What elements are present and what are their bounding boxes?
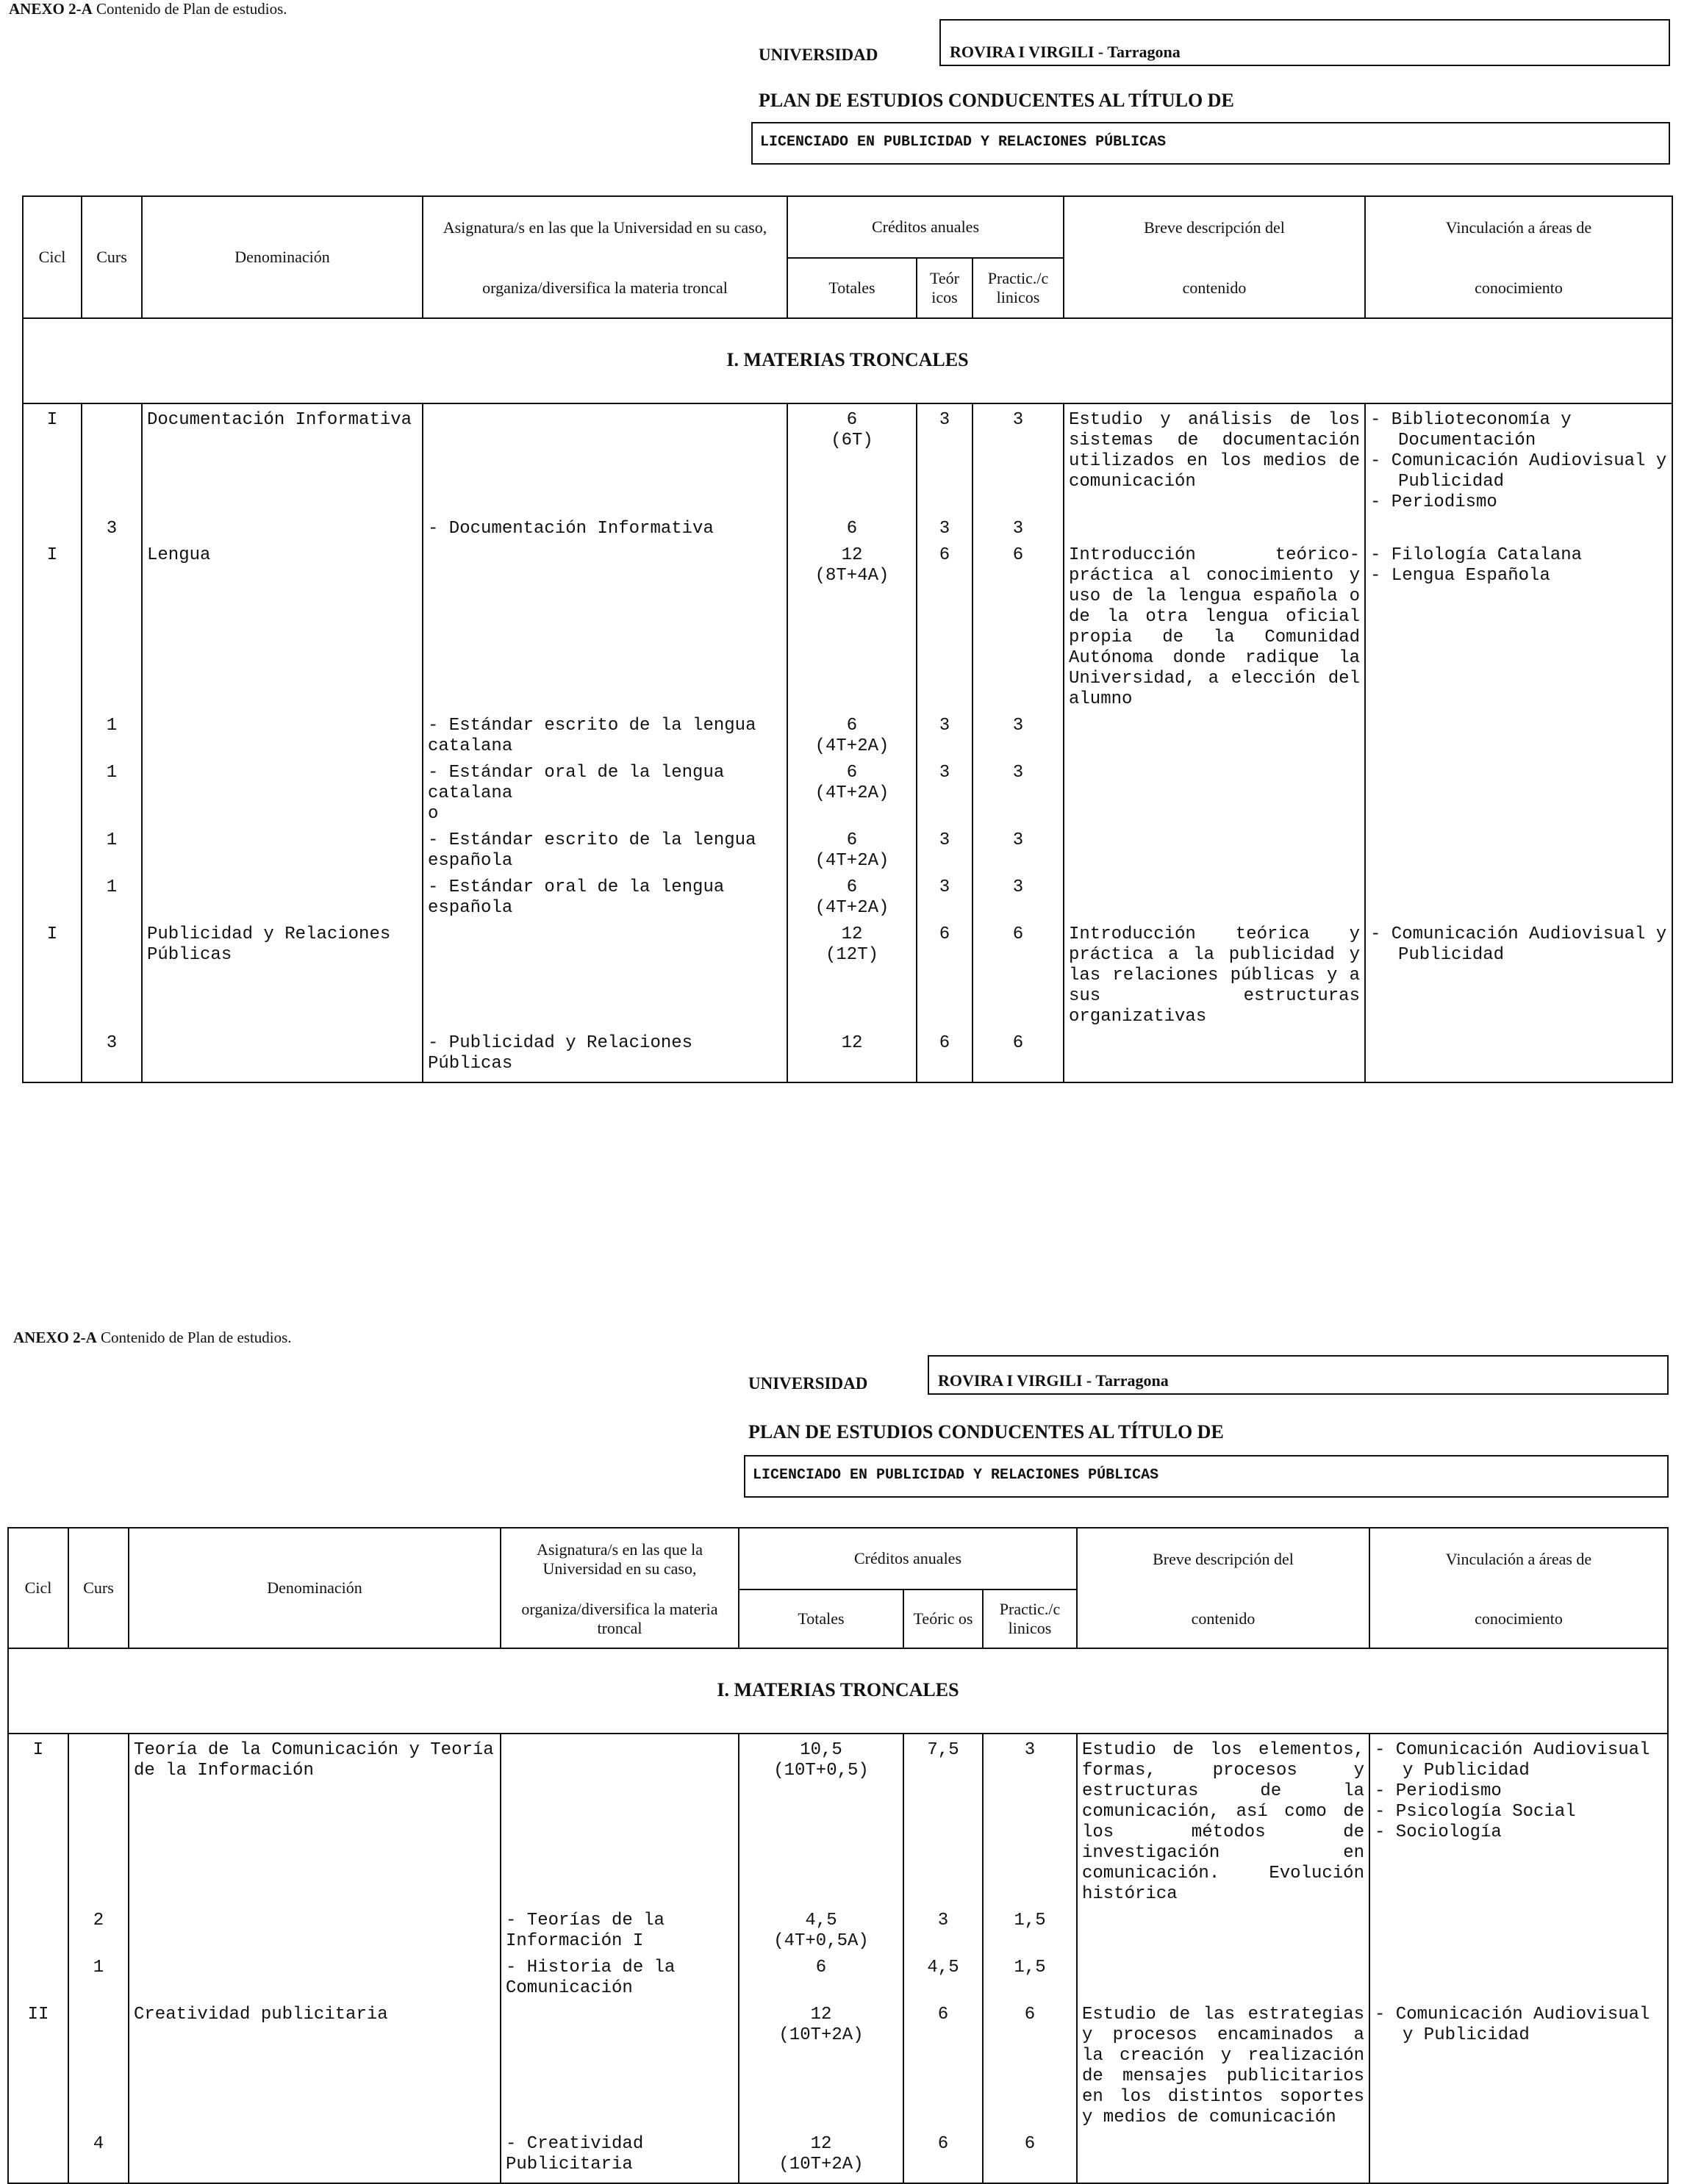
- header-asignaturas: Asignatura/s en las que la Universidad en su caso,: [501, 1528, 739, 1589]
- cell-totales: 6 (4T+2A): [787, 872, 917, 919]
- cell-denominacion: Publicidad y Relaciones Públicas: [142, 919, 423, 1027]
- cell-practicos: 1,5: [983, 1905, 1077, 1952]
- university-name-box: ROVIRA I VIRGILI - Tarragona: [939, 19, 1670, 66]
- cell-cicl: I: [23, 919, 82, 1027]
- cell-totales: 6: [739, 1952, 903, 1999]
- university-label: UNIVERSIDAD: [748, 1374, 868, 1393]
- cell-descripcion: Estudio de los elementos, formas, procesos y estructuras de la comunicación, así como de los métodos de investigación en comunicación. Evolución histórica: [1077, 1734, 1369, 1905]
- area-item: - Comunicación Audiovisual y Publicidad: [1370, 451, 1667, 492]
- cell-descripcion: Introducción teórico-práctica al conocimiento y uso de la lengua española o de la otra lengua oficial propia de la Comunidad Autónoma donde radique la Universidad, a elección del alumno: [1064, 539, 1365, 710]
- cell-totales: 12 (10T+2A): [739, 1999, 903, 2128]
- cell-descripcion: [1064, 872, 1365, 919]
- cell-areas: [1365, 872, 1672, 919]
- cell-teoricos: 6: [917, 1027, 973, 1082]
- cell-practicos: 3: [973, 513, 1064, 539]
- cell-descripcion: [1077, 1905, 1369, 1952]
- cell-totales: 6 (4T+2A): [787, 757, 917, 825]
- areas-list: [1370, 924, 1667, 966]
- cell-asignatura: - Historia de la Comunicación: [501, 1952, 739, 1999]
- header-vinculacion-cont: conocimiento: [1365, 258, 1672, 318]
- cell-totales: 4,5 (4T+0,5A): [739, 1905, 903, 1952]
- areas-list: [1375, 2005, 1663, 2046]
- cell-totales: 10,5 (10T+0,5): [739, 1734, 903, 1905]
- table-body: [23, 403, 1672, 1082]
- cell-teoricos: 3: [917, 757, 973, 825]
- cell-practicos: 3: [983, 1734, 1077, 1905]
- cell-areas: [1369, 1952, 1668, 1999]
- troncales-table: [22, 195, 1673, 1083]
- cell-denominacion: [142, 710, 423, 757]
- cell-teoricos: 6: [917, 919, 973, 1027]
- cell-practicos: 3: [973, 757, 1064, 825]
- cell-teoricos: 3: [903, 1905, 983, 1952]
- cell-denominacion: [129, 1952, 501, 1999]
- cell-descripcion: [1077, 2128, 1369, 2183]
- cell-cicl: [23, 710, 82, 757]
- header-vinculacion-cont: conocimiento: [1369, 1589, 1668, 1648]
- header-cicl: Cicl: [23, 196, 82, 318]
- header-asignaturas: Asignatura/s en las que la Universidad en su caso,: [423, 196, 787, 258]
- cell-teoricos: 6: [917, 539, 973, 710]
- cell-asignatura: - Creatividad Publicitaria: [501, 2128, 739, 2183]
- cell-descripcion: [1077, 1952, 1369, 1999]
- cell-teoricos: 3: [917, 513, 973, 539]
- cell-areas: [1365, 1027, 1672, 1082]
- cell-descripcion: Introducción teórica y práctica a la publicidad y las relaciones públicas y a sus estructuras organizativas: [1064, 919, 1365, 1027]
- cell-curs: 1: [68, 1952, 129, 1999]
- cell-asignatura: - Publicidad y Relaciones Públicas: [423, 1027, 787, 1082]
- cell-teoricos: 4,5: [903, 1952, 983, 1999]
- header-asignaturas-cont: organiza/diversifica la materia troncal: [501, 1589, 739, 1648]
- table-row: [23, 919, 1672, 1027]
- cell-denominacion: [142, 757, 423, 825]
- cell-totales: 6 (4T+2A): [787, 825, 917, 872]
- cell-teoricos: 3: [917, 403, 973, 513]
- cell-asignatura: - Documentación Informativa: [423, 513, 787, 539]
- cell-practicos: 3: [973, 710, 1064, 757]
- cell-descripcion: Estudio de las estrategias y procesos encaminados a la creación y realización de mensajes publicitarios en los distintos soportes y medios de comunicación: [1077, 1999, 1369, 2128]
- header-teoricos: Teóric os: [903, 1589, 983, 1648]
- cell-totales: 12 (8T+4A): [787, 539, 917, 710]
- cell-totales: 12 (10T+2A): [739, 2128, 903, 2183]
- cell-denominacion: [142, 872, 423, 919]
- section-title: I. MATERIAS TRONCALES: [23, 318, 1672, 403]
- cell-cicl: [23, 513, 82, 539]
- area-item: - Comunicación Audiovisual y Publicidad: [1375, 1740, 1650, 1781]
- header-teoricos: Teór icos: [917, 258, 973, 318]
- cell-curs: [68, 1999, 129, 2128]
- table-row: [23, 403, 1672, 513]
- university-label: UNIVERSIDAD: [759, 46, 878, 64]
- cell-areas: [1365, 757, 1672, 825]
- table-row: [8, 2128, 1668, 2183]
- cell-asignatura: - Estándar oral de la lengua catalana o: [423, 757, 787, 825]
- cell-denominacion: Teoría de la Comunicación y Teoría de la Información: [129, 1734, 501, 1905]
- cell-areas: [1369, 1999, 1668, 2128]
- table-row: [23, 757, 1672, 825]
- area-item: - Periodismo: [1370, 492, 1497, 512]
- header-practicos: Practic./c linicos: [983, 1589, 1077, 1648]
- header-creditos: Créditos anuales: [787, 196, 1064, 258]
- cell-curs: [82, 919, 142, 1027]
- cell-areas: [1369, 1905, 1668, 1952]
- cell-teoricos: 6: [903, 2128, 983, 2183]
- degree-box: LICENCIADO EN PUBLICIDAD Y RELACIONES PÚBLICAS: [751, 122, 1670, 165]
- cell-curs: 3: [82, 513, 142, 539]
- cell-totales: 12 (12T): [787, 919, 917, 1027]
- areas-list: [1370, 545, 1667, 586]
- header-asignaturas-cont: organiza/diversifica la materia troncal: [423, 258, 787, 318]
- cell-descripcion: [1064, 825, 1365, 872]
- table-row: [23, 513, 1672, 539]
- university-name-box: ROVIRA I VIRGILI - Tarragona: [928, 1355, 1669, 1395]
- degree-box: LICENCIADO EN PUBLICIDAD Y RELACIONES PÚBLICAS: [744, 1455, 1669, 1498]
- cell-curs: 1: [82, 757, 142, 825]
- cell-practicos: 6: [983, 2128, 1077, 2183]
- cell-areas: [1365, 825, 1672, 872]
- area-item: - Psicología Social: [1375, 1802, 1576, 1822]
- header-creditos: Créditos anuales: [739, 1528, 1077, 1589]
- cell-denominacion: [142, 1027, 423, 1082]
- header-curs: Curs: [68, 1528, 129, 1648]
- cell-areas: [1365, 919, 1672, 1027]
- cell-cicl: [23, 1027, 82, 1082]
- cell-denominacion: Documentación Informativa: [142, 403, 423, 513]
- cell-curs: 1: [82, 710, 142, 757]
- table-row: [8, 1905, 1668, 1952]
- annex-heading: ANEXO 2-A Contenido de Plan de estudios.: [13, 1329, 292, 1346]
- table-row: [23, 710, 1672, 757]
- table-row: [8, 1734, 1668, 1905]
- cell-areas: [1365, 403, 1672, 513]
- table-body: [8, 1734, 1668, 2183]
- header-vinculacion: Vinculación a áreas de: [1365, 196, 1672, 258]
- cell-areas: [1365, 710, 1672, 757]
- cell-asignatura: [423, 919, 787, 1027]
- table-row: [8, 1952, 1668, 1999]
- cell-curs: [82, 403, 142, 513]
- cell-descripcion: [1064, 757, 1365, 825]
- cell-totales: 12: [787, 1027, 917, 1082]
- areas-list: [1370, 410, 1667, 513]
- header-totales: Totales: [787, 258, 917, 318]
- cell-curs: 1: [82, 825, 142, 872]
- plan-title: PLAN DE ESTUDIOS CONDUCENTES AL TÍTULO DE: [748, 1421, 1224, 1443]
- cell-areas: [1365, 539, 1672, 710]
- area-item: - Biblioteconomía y Documentación: [1370, 410, 1572, 450]
- cell-practicos: 3: [973, 872, 1064, 919]
- cell-denominacion: [129, 2128, 501, 2183]
- cell-denominacion: [142, 513, 423, 539]
- plan-title: PLAN DE ESTUDIOS CONDUCENTES AL TÍTULO DE: [759, 90, 1234, 111]
- cell-asignatura: [423, 539, 787, 710]
- cell-asignatura: - Estándar escrito de la lengua catalana: [423, 710, 787, 757]
- cell-denominacion: Creatividad publicitaria: [129, 1999, 501, 2128]
- cell-cicl: I: [23, 539, 82, 710]
- cell-practicos: 3: [973, 403, 1064, 513]
- area-item: - Periodismo: [1375, 1781, 1502, 1801]
- cell-practicos: 1,5: [983, 1952, 1077, 1999]
- cell-descripcion: Estudio y análisis de los sistemas de documentación utilizados en los medios de comunicación: [1064, 403, 1365, 513]
- header-descripcion: Breve descripción del: [1077, 1528, 1369, 1589]
- header-denominacion: Denominación: [129, 1528, 501, 1648]
- header-practicos: Practic./c linicos: [973, 258, 1064, 318]
- cell-practicos: 6: [973, 919, 1064, 1027]
- cell-asignatura: [423, 403, 787, 513]
- areas-list: [1375, 1740, 1663, 1843]
- header-descripcion-cont: contenido: [1077, 1589, 1369, 1648]
- cell-asignatura: - Teorías de la Información I: [501, 1905, 739, 1952]
- area-item: - Comunicación Audiovisual y Publicidad: [1375, 2005, 1650, 2045]
- cell-curs: 1: [82, 872, 142, 919]
- header-denominacion: Denominación: [142, 196, 423, 318]
- header-descripcion-cont: contenido: [1064, 258, 1365, 318]
- area-item: - Filología Catalana: [1370, 545, 1583, 565]
- cell-teoricos: 7,5: [903, 1734, 983, 1905]
- cell-teoricos: 3: [917, 825, 973, 872]
- cell-curs: [82, 539, 142, 710]
- cell-cicl: II: [8, 1999, 68, 2128]
- header-vinculacion: Vinculación a áreas de: [1369, 1528, 1668, 1589]
- cell-areas: [1369, 2128, 1668, 2183]
- cell-cicl: [23, 825, 82, 872]
- cell-areas: [1365, 513, 1672, 539]
- cell-totales: 6: [787, 513, 917, 539]
- table-row: [23, 1027, 1672, 1082]
- table-row: [23, 539, 1672, 710]
- area-item: - Sociología: [1375, 1822, 1502, 1842]
- cell-teoricos: 3: [917, 710, 973, 757]
- cell-asignatura: [501, 1999, 739, 2128]
- table-row: [23, 872, 1672, 919]
- cell-totales: 6 (4T+2A): [787, 710, 917, 757]
- cell-cicl: [8, 1952, 68, 1999]
- section-title: I. MATERIAS TRONCALES: [8, 1648, 1668, 1734]
- table-row: [8, 1999, 1668, 2128]
- cell-areas: [1369, 1734, 1668, 1905]
- plan-page-2: [0, 1323, 1687, 2182]
- cell-asignatura: - Estándar escrito de la lengua española: [423, 825, 787, 872]
- cell-denominacion: [129, 1905, 501, 1952]
- header-totales: Totales: [739, 1589, 903, 1648]
- cell-practicos: 6: [983, 1999, 1077, 2128]
- header-descripcion: Breve descripción del: [1064, 196, 1365, 258]
- annex-heading: ANEXO 2-A Contenido de Plan de estudios.: [9, 0, 287, 18]
- cell-curs: [68, 1734, 129, 1905]
- cell-practicos: 6: [973, 1027, 1064, 1082]
- cell-cicl: I: [8, 1734, 68, 1905]
- area-item: - Lengua Española: [1370, 566, 1550, 586]
- table-row: [23, 825, 1672, 872]
- cell-cicl: [8, 2128, 68, 2183]
- cell-descripcion: [1064, 1027, 1365, 1082]
- header-cicl: Cicl: [8, 1528, 68, 1648]
- area-item: - Comunicación Audiovisual y Publicidad: [1370, 924, 1667, 965]
- cell-teoricos: 3: [917, 872, 973, 919]
- plan-page-1: [0, 0, 1687, 1074]
- cell-cicl: [8, 1905, 68, 1952]
- cell-curs: 3: [82, 1027, 142, 1082]
- cell-asignatura: - Estándar oral de la lengua española: [423, 872, 787, 919]
- cell-curs: 2: [68, 1905, 129, 1952]
- cell-cicl: [23, 757, 82, 825]
- cell-descripcion: [1064, 710, 1365, 757]
- cell-totales: 6 (6T): [787, 403, 917, 513]
- cell-practicos: 3: [973, 825, 1064, 872]
- cell-asignatura: [501, 1734, 739, 1905]
- cell-practicos: 6: [973, 539, 1064, 710]
- cell-cicl: [23, 872, 82, 919]
- cell-descripcion: [1064, 513, 1365, 539]
- cell-denominacion: Lengua: [142, 539, 423, 710]
- cell-denominacion: [142, 825, 423, 872]
- cell-cicl: I: [23, 403, 82, 513]
- cell-curs: 4: [68, 2128, 129, 2183]
- header-curs: Curs: [82, 196, 142, 318]
- cell-teoricos: 6: [903, 1999, 983, 2128]
- troncales-table: [7, 1527, 1669, 2184]
